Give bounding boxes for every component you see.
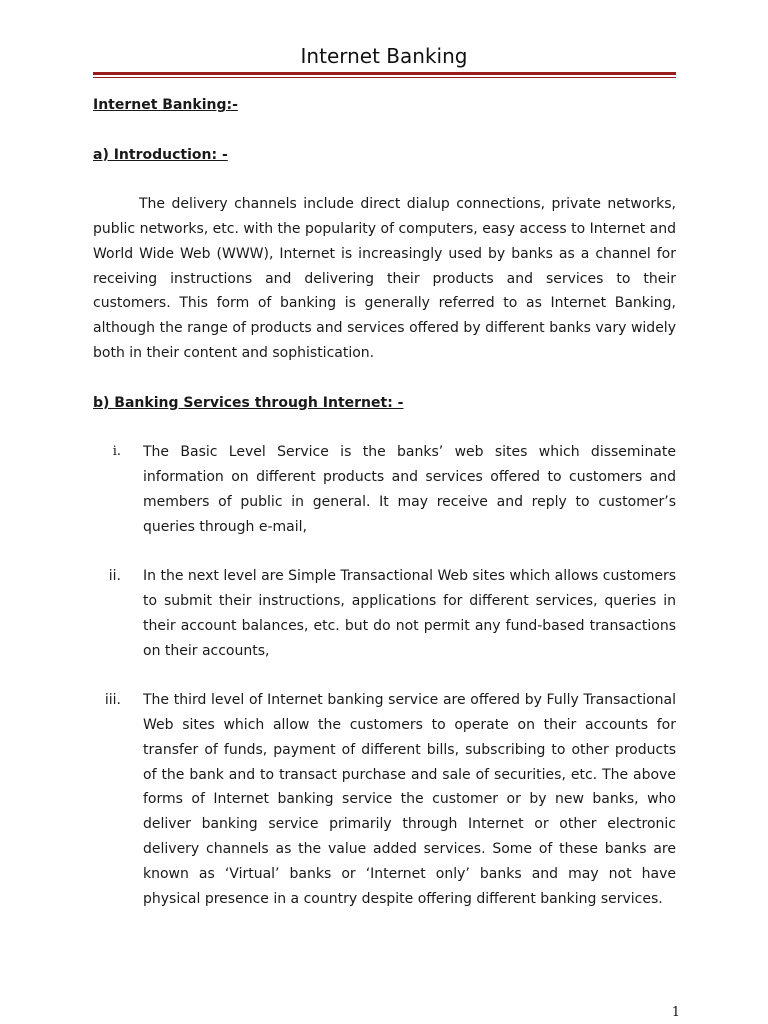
list-item	[93, 440, 676, 539]
list-item-text: In the next level are Simple Transactional Web sites which allows customers to submit their instructions, applications for different services, queries in their account balances, etc. but do not permit any fund-based transactions on their accounts,	[143, 568, 677, 659]
intro-paragraph: The delivery channels include direct dialup connections, private networks, public networks, etc. with the popularity of computers, easy access to Internet and World Wide Web (WWW), Internet is increasingly used by banks as a channel for receiving instructions and delivering their products and services to their customers. This form of banking is generally referred to as Internet Banking, although the range of products and services offered by different banks vary widely both in their content and sophistication.	[93, 196, 676, 361]
list-marker: i.	[112, 444, 121, 460]
intro-heading: a) Introduction: -	[93, 146, 228, 163]
page-header-title: Internet Banking	[300, 44, 468, 68]
list-item	[93, 564, 676, 663]
header-rule-thin	[93, 77, 676, 78]
list-item	[93, 688, 676, 911]
services-heading: b) Banking Services through Internet: -	[93, 394, 404, 411]
page-number: 1	[671, 1005, 680, 1020]
list-marker: iii.	[104, 692, 121, 709]
list-marker: ii.	[108, 568, 121, 585]
header-rule-thick	[93, 72, 676, 75]
list-item-text: The third level of Internet banking service are offered by Fully Transactional Web sites which allow the customers to operate on their accounts for transfer of funds, payment of different bills, subscribing to other products of the bank and to transact purchase and sale of securities, etc. The above forms of Internet banking service the customer or by new banks, who deliver banking service primarily through Internet or other electronic delivery channels as the value added services. Some of these banks are known as ‘Virtual’ banks or ‘Internet only’ banks and may not have physical presence in a country despite offering different banking services.	[143, 692, 676, 907]
list-item-text: The Basic Level Service is the banks’ web sites which disseminate information on different products and services offered to customers and members of public in general. It may receive and reply to customer’s queries through e-mail,	[143, 444, 676, 535]
document-body	[93, 93, 676, 936]
services-list	[93, 440, 676, 911]
section-title: Internet Banking:-	[93, 97, 238, 113]
